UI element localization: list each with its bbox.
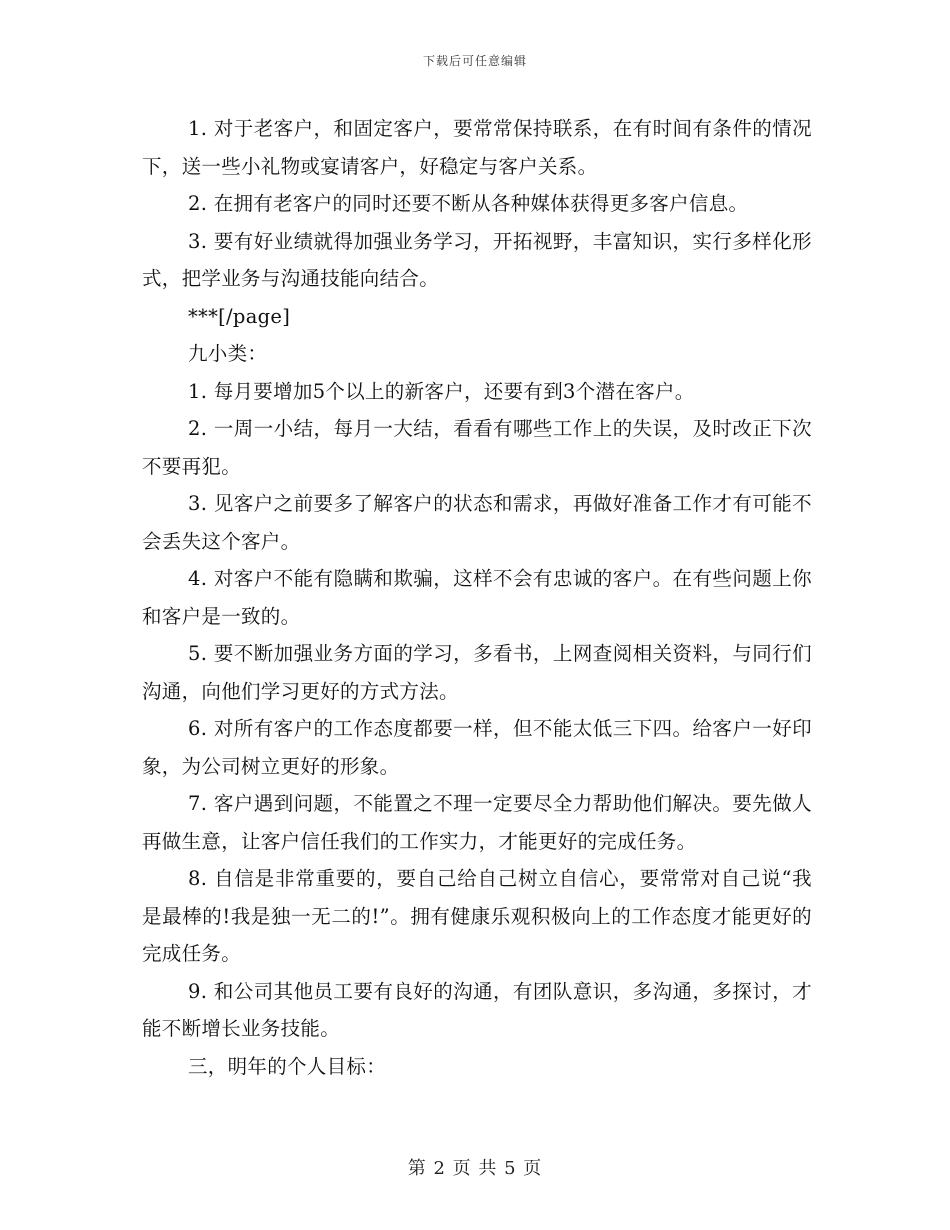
paragraph: 2. 在拥有老客户的同时还要不断从各种媒体获得更多客户信息。 bbox=[188, 192, 749, 215]
page-number-footer: 第 2 页 共 5 页 bbox=[407, 1158, 543, 1179]
paragraph: 3. 要有好业绩就得加强业务学习，开拓视野，丰富知识，实行多样化形式，把学业务与沟通技能向结合。 bbox=[142, 229, 812, 290]
page-marker: ***[/page] bbox=[188, 304, 291, 328]
paragraph: 7. 客户遇到问题，不能置之不理一定要尽全力帮助他们解决。要先做人再做生意，让客户信任我们的工作实力，才能更好的完成任务。 bbox=[142, 792, 812, 853]
document-body bbox=[142, 110, 812, 1085]
paragraph: 3. 见客户之前要多了解客户的状态和需求，再做好准备工作才有可能不会丢失这个客户。 bbox=[142, 492, 812, 553]
paragraph: 1. 每月要增加5个以上的新客户，还要有到3个潜在客户。 bbox=[188, 379, 695, 403]
paragraph: 6. 对所有客户的工作态度都要一样，但不能太低三下四。给客户一好印象，为公司树立更好的形象。 bbox=[142, 717, 812, 778]
section-heading: 三，明年的个人目标： bbox=[188, 1054, 387, 1078]
paragraph: 1. 对于老客户，和固定客户，要常常保持联系，在有时间有条件的情况下，送一些小礼物或宴请客户，好稳定与客户关系。 bbox=[142, 117, 812, 178]
paragraph: 5. 要不断加强业务方面的学习，多看书，上网查阅相关资料，与同行们沟通，向他们学习更好的方式方法。 bbox=[142, 642, 812, 703]
page-header: 下载后可任意编辑 bbox=[422, 54, 527, 68]
paragraph: 9. 和公司其他员工要有良好的沟通，有团队意识，多沟通，多探讨，才能不断增长业务技能。 bbox=[142, 979, 812, 1040]
section-heading: 九小类： bbox=[188, 342, 268, 365]
paragraph: 8. 自信是非常重要的，要自己给自己树立自信心，要常常对自己说“我是最棒的!我是独一无二的!”。拥有健康乐观积极向上的工作态度才能更好的完成任务。 bbox=[142, 867, 812, 965]
paragraph: 4. 对客户不能有隐瞒和欺骗，这样不会有忠诚的客户。在有些问题上你和客户是一致的。 bbox=[142, 567, 812, 628]
paragraph: 2. 一周一小结，每月一大结，看看有哪些工作上的失误，及时改正下次不要再犯。 bbox=[142, 417, 812, 478]
